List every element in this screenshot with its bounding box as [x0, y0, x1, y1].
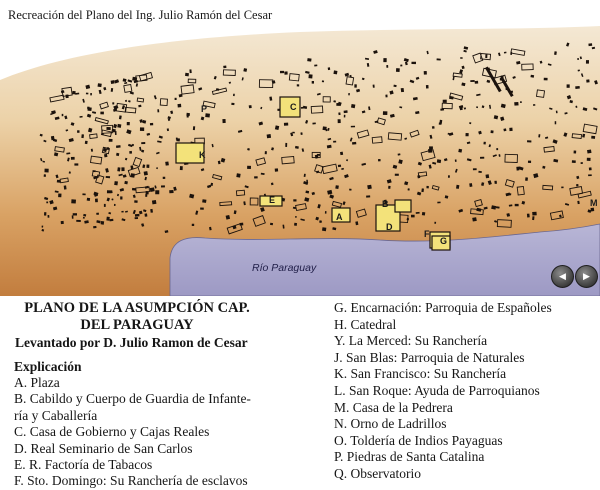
building-block	[104, 204, 106, 207]
building-block	[121, 167, 124, 171]
building-block	[503, 128, 506, 131]
building-block	[116, 145, 121, 148]
building-block	[185, 73, 189, 77]
building-block	[169, 190, 173, 193]
building-block	[344, 110, 348, 113]
legend-title-line-2: DEL PARAGUAY	[80, 317, 194, 333]
building-block	[93, 226, 96, 228]
building-block	[129, 151, 132, 154]
building-block	[587, 158, 591, 161]
building-block	[458, 149, 462, 153]
building-block	[87, 198, 90, 201]
building-block	[186, 113, 190, 116]
building-block	[46, 201, 48, 203]
building-block	[145, 213, 148, 216]
building-block	[58, 194, 61, 198]
legend-entry: J. San Blas: Parroquia de Naturales	[334, 349, 525, 365]
building-block	[117, 124, 121, 128]
building-block	[292, 132, 294, 134]
building-block	[460, 57, 462, 59]
building-block	[515, 204, 519, 206]
building-block	[130, 173, 134, 178]
building-block	[231, 103, 234, 105]
building-block	[351, 104, 355, 108]
building-block	[127, 122, 130, 125]
legend-entry: A. Plaza	[14, 375, 60, 390]
building-block	[338, 119, 341, 123]
building-block	[591, 136, 595, 139]
landmark-letter: F	[424, 229, 430, 239]
building-block	[107, 190, 111, 193]
building-block	[426, 186, 428, 188]
building-block	[202, 199, 206, 203]
landmark-letter: P	[201, 104, 208, 114]
landmark-building	[395, 200, 411, 212]
building-block	[510, 52, 512, 55]
building-block	[555, 121, 557, 124]
building-block	[437, 202, 440, 204]
building-block	[527, 140, 531, 142]
building-block	[233, 94, 235, 96]
building-block	[335, 185, 339, 189]
building-block	[306, 180, 308, 183]
building-block	[455, 159, 457, 161]
building-block	[175, 98, 177, 100]
building-block	[333, 70, 337, 74]
building-block	[150, 123, 153, 125]
legend-entry: N. Orno de Ladrillos	[334, 416, 447, 432]
building-block	[576, 184, 578, 186]
building-block	[319, 220, 322, 223]
river-label: Río Paraguay	[252, 262, 317, 274]
building-block	[104, 154, 107, 157]
building-block	[114, 181, 118, 185]
building-block	[157, 109, 159, 112]
landmark-letter: C	[290, 102, 297, 112]
building-block	[73, 213, 77, 215]
building-block	[193, 126, 195, 130]
map-title: Recreación del Plano del Ing. Julio Ramón del Cesar	[8, 8, 273, 22]
legend-entry: E. R. Factoría de Tabacos	[14, 457, 153, 473]
building-block	[77, 130, 79, 133]
building-block	[109, 219, 113, 222]
building-block	[383, 58, 386, 62]
building-block	[469, 183, 472, 187]
building-block	[74, 163, 78, 165]
building-block	[100, 112, 104, 115]
building-block	[44, 212, 46, 216]
building-block	[528, 161, 531, 163]
building-block	[275, 168, 278, 171]
building-block	[333, 141, 336, 143]
building-block	[473, 168, 477, 170]
building-block	[456, 185, 459, 189]
legend-entry: H. Catedral	[334, 316, 397, 332]
legend-left-column	[12, 300, 322, 490]
building-block	[42, 226, 44, 228]
building-block	[588, 174, 592, 176]
building-block	[491, 130, 494, 133]
building-block	[82, 193, 85, 195]
building-block	[236, 173, 240, 177]
building-block	[293, 199, 296, 201]
building-block	[422, 212, 425, 215]
legend-title-line-1: PLANO DE LA ASUMPCIÓN CAP.	[24, 300, 250, 316]
building-block	[44, 174, 46, 177]
building-block	[577, 58, 579, 60]
building-block	[317, 154, 320, 156]
building-block	[586, 79, 589, 82]
building-block	[61, 221, 64, 224]
building-block	[295, 216, 297, 218]
building-block	[396, 68, 400, 72]
building-block	[514, 102, 518, 106]
building-block	[326, 129, 328, 131]
building-block	[116, 153, 119, 156]
building-block	[114, 204, 116, 206]
legend-entry: K. San Francisco: Su Ranchería	[334, 366, 507, 382]
building-block	[270, 223, 273, 226]
building-block	[72, 215, 74, 218]
building-block	[155, 190, 159, 194]
building-block	[144, 171, 148, 175]
building-block	[424, 71, 427, 75]
building-block	[284, 123, 288, 126]
building-block	[284, 71, 287, 74]
building-block	[81, 134, 84, 138]
building-block	[243, 68, 247, 72]
building-block	[352, 142, 356, 145]
building-block	[150, 187, 155, 192]
building-block	[146, 191, 149, 194]
building-block	[344, 115, 346, 118]
building-block	[57, 180, 61, 183]
building-block	[567, 84, 570, 87]
building-block	[180, 166, 183, 170]
building-block	[71, 157, 75, 160]
building-block	[307, 58, 311, 62]
building-block	[476, 106, 478, 108]
building-block	[163, 177, 166, 179]
building-block	[132, 188, 136, 191]
building-block	[485, 54, 487, 58]
building-block	[64, 185, 67, 189]
building-block	[87, 107, 91, 111]
building-block	[176, 138, 178, 140]
building-block	[117, 167, 120, 171]
legend-entry: Q. Observatorio	[334, 465, 421, 481]
building-block	[525, 177, 528, 181]
building-block	[373, 85, 375, 88]
building-block	[247, 166, 251, 169]
landmark-letter: D	[386, 222, 393, 232]
building-block	[440, 108, 444, 110]
building-block	[140, 127, 144, 131]
building-block	[106, 127, 110, 130]
building-block	[443, 100, 447, 103]
building-block	[95, 199, 98, 203]
building-block	[533, 104, 535, 106]
legend-right-column	[334, 300, 596, 483]
map-legend	[0, 298, 600, 489]
building-block	[411, 215, 415, 218]
building-block	[80, 116, 83, 118]
building-block	[509, 128, 512, 131]
building-block	[285, 143, 287, 147]
building-block	[472, 217, 477, 221]
building-block	[312, 81, 314, 84]
legend-entry: F. Sto. Domingo: Su Ranchería de esclavos	[14, 473, 248, 489]
building-block	[378, 159, 381, 161]
building-block	[115, 131, 117, 135]
building-block	[408, 188, 410, 190]
building-block	[588, 43, 592, 46]
building-block	[532, 216, 534, 220]
building-block	[72, 91, 76, 95]
building-block	[386, 65, 388, 68]
building-block	[109, 139, 113, 142]
building-block	[532, 212, 537, 216]
building-block	[351, 126, 355, 128]
building-block	[527, 214, 530, 218]
landmark-letter: K	[199, 150, 206, 160]
building-block	[96, 213, 99, 215]
building-block	[223, 66, 226, 69]
building-block	[475, 81, 479, 84]
legend-entry: Y. La Merced: Su Ranchería	[334, 333, 488, 349]
building-block	[322, 80, 324, 82]
building-block	[338, 112, 340, 115]
building-block	[439, 123, 442, 125]
building-block	[189, 69, 191, 73]
building-block	[544, 78, 548, 81]
building-block	[340, 152, 343, 155]
building-block	[587, 149, 591, 153]
building-block	[574, 151, 577, 154]
building-block	[152, 200, 157, 204]
building-block	[348, 93, 350, 95]
building-block	[367, 185, 372, 190]
building-block	[86, 93, 89, 95]
building-block	[349, 189, 352, 191]
building-block	[465, 133, 468, 136]
building-block	[328, 67, 331, 70]
building-block	[428, 149, 432, 153]
landmark-letter: E	[269, 195, 276, 205]
building-block	[496, 148, 498, 150]
building-block	[417, 175, 420, 178]
building-block	[325, 211, 327, 214]
landmark-letter: A	[336, 212, 343, 222]
building-block	[483, 142, 485, 145]
building-block	[111, 80, 115, 84]
building-block	[106, 217, 109, 221]
building-block	[44, 169, 48, 173]
building-block	[338, 165, 341, 168]
building-block	[308, 74, 312, 78]
building-block	[434, 222, 436, 224]
building-block	[280, 71, 284, 73]
building-block	[165, 161, 169, 165]
building-block	[314, 64, 317, 66]
building-block	[448, 175, 450, 177]
building-block	[178, 104, 182, 108]
building-block	[401, 88, 404, 92]
building-block	[480, 157, 484, 159]
building-block	[385, 95, 387, 98]
landmark-letter: G	[440, 236, 448, 246]
building-block	[421, 188, 424, 192]
legend-title	[12, 300, 262, 334]
legend-entry: O. Toldería de Indios Payaguas	[334, 432, 503, 448]
legend-entry: L. San Roque: Ayuda de Parroquianos	[334, 382, 540, 398]
prev-button[interactable]	[551, 265, 574, 288]
building-block	[297, 84, 299, 86]
building-block	[134, 200, 137, 203]
building-block	[192, 224, 194, 226]
building-block	[254, 176, 258, 178]
building-block	[141, 142, 145, 144]
building-block	[200, 208, 204, 210]
building-block	[161, 185, 165, 187]
legend-subtitle: Levantado por D. Julio Ramon de Cesar	[15, 335, 248, 350]
building-block	[400, 65, 402, 67]
building-block	[62, 114, 64, 116]
building-block	[265, 151, 267, 154]
building-block	[395, 174, 399, 176]
building-block	[589, 167, 592, 170]
building-block	[426, 85, 429, 89]
building-block	[76, 220, 81, 222]
chevron-left-icon: ◀	[559, 271, 566, 282]
building-block	[312, 122, 315, 124]
building-block	[354, 84, 356, 87]
building-block	[146, 165, 149, 168]
building-block	[486, 174, 490, 178]
building-block	[437, 58, 441, 60]
building-block	[432, 126, 435, 129]
building-block	[429, 146, 433, 149]
chevron-right-icon: ▶	[583, 271, 590, 282]
building-block	[581, 162, 583, 164]
building-block	[575, 86, 580, 89]
building-block	[90, 93, 92, 95]
building-block	[135, 214, 140, 217]
legend-entry: D. Real Seminario de San Carlos	[14, 440, 193, 456]
building-block	[322, 227, 326, 231]
building-block	[135, 217, 138, 219]
legend-entry: B. Cabildo y Cuerpo de Guardia de Infante-	[14, 391, 251, 407]
building-block	[388, 186, 390, 189]
building-block	[520, 101, 522, 103]
building-block	[101, 221, 105, 225]
building-block	[437, 159, 441, 163]
legend-entry: G. Encarnación: Parroquia de Españoles	[334, 300, 552, 315]
building-block	[249, 105, 252, 108]
legend-entry: C. Casa de Gobierno y Cajas Reales	[14, 424, 210, 440]
building-block	[267, 134, 271, 138]
building-block	[271, 183, 274, 186]
legend-entry: ría y Caballería	[14, 407, 98, 423]
building-block	[112, 102, 114, 104]
building-block	[85, 141, 88, 144]
building-block	[48, 215, 50, 218]
building-block	[470, 80, 474, 82]
building-block	[407, 218, 409, 220]
building-block	[366, 195, 370, 197]
building-block	[156, 167, 158, 169]
building-block	[121, 211, 123, 213]
legend-entry: P. Piedras de Santa Catalina	[334, 449, 485, 465]
building-block	[69, 171, 71, 173]
building-block	[561, 186, 563, 188]
landmark-letter: M	[590, 198, 598, 208]
landmark-letter: B	[382, 199, 389, 209]
building-block	[120, 196, 122, 199]
building-block	[294, 223, 297, 226]
legend-entry: M. Casa de la Pedrera	[334, 399, 453, 415]
building-block	[145, 194, 147, 197]
building-block	[572, 160, 576, 163]
building-block	[383, 111, 388, 115]
building-block	[494, 181, 497, 184]
building-block	[411, 62, 416, 64]
building-block	[586, 60, 589, 64]
building-block	[71, 199, 76, 203]
building-block	[222, 119, 225, 123]
building-block	[106, 176, 110, 178]
next-button[interactable]	[575, 265, 598, 288]
explanation-heading: Explicación	[14, 359, 82, 374]
